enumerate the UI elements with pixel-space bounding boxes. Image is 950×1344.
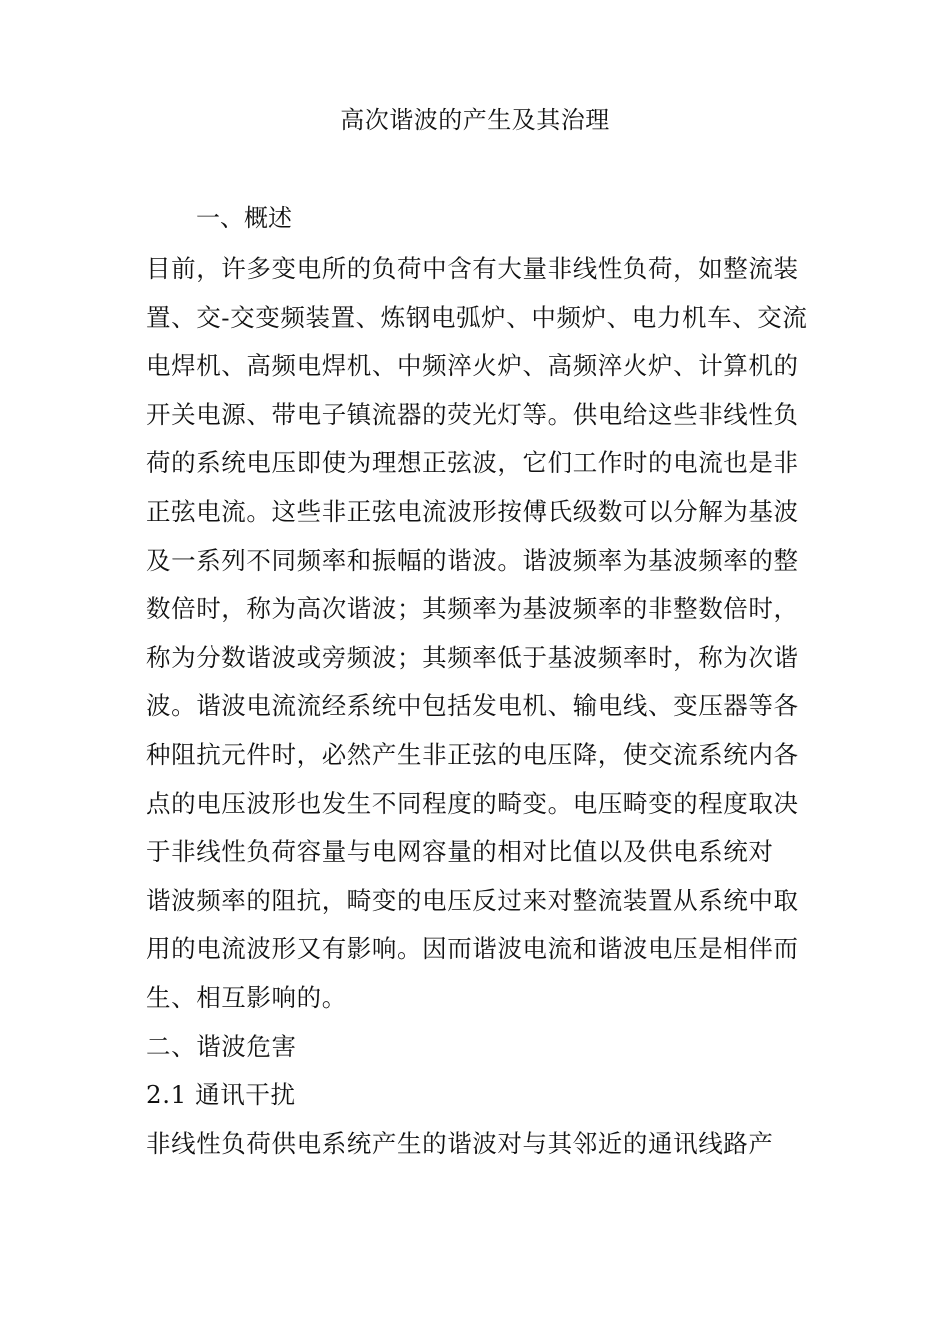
text-line: 置、交-交变频装置、炼钢电弧炉、中频炉、电力机车、交流 [146, 302, 808, 332]
text-line: 正弦电流。这些非正弦电流波形按傅氏级数可以分解为基波 [146, 496, 799, 526]
section-heading-harmonic-hazards: 二、谐波危害 [146, 1031, 297, 1061]
text-line: 谐波频率的阻抗，畸变的电压反过来对整流装置从系统中取 [146, 885, 799, 915]
text-line: 波。谐波电流流经系统中包括发电机、输电线、变压器等各 [146, 691, 799, 721]
text-line: 种阻抗元件时，必然产生非正弦的电压降，使交流系统内各 [146, 739, 799, 769]
text-line: 及一系列不同频率和振幅的谐波。谐波频率为基波频率的整 [146, 545, 799, 575]
document-body [146, 251, 826, 1174]
text-line: 用的电流波形又有影响。因而谐波电流和谐波电压是相伴而 [146, 934, 799, 964]
text-line: 于非线性负荷容量与电网容量的相对比值以及供电系统对 [146, 837, 774, 867]
subsection-heading-communication-interference: 2.1 通讯干扰 [146, 1080, 296, 1110]
text-line: 目前，许多变电所的负荷中含有大量非线性负荷，如整流装 [146, 254, 799, 283]
text-line: 生、相互影响的。 [146, 982, 347, 1012]
text-line: 数倍时，称为高次谐波；其频率为基波频率的非整数倍时， [146, 594, 799, 624]
text-line: 荷的系统电压即使为理想正弦波，它们工作时的电流也是非 [146, 448, 799, 478]
document-title: 高次谐波的产生及其治理 [340, 106, 610, 134]
text-line: 点的电压波形也发生不同程度的畸变。电压畸变的程度取决 [146, 788, 799, 818]
section-heading-overview: 一、概述 [196, 204, 292, 232]
text-line: 电焊机、高频电焊机、中频淬火炉、高频淬火炉、计算机的 [146, 351, 799, 381]
text-line: 称为分数谐波或旁频波；其频率低于基波频率时，称为次谐 [146, 642, 799, 672]
text-line: 非线性负荷供电系统产生的谐波对与其邻近的通讯线路产 [146, 1128, 774, 1158]
text-line: 开关电源、带电子镇流器的荧光灯等。供电给这些非线性负 [146, 399, 799, 429]
